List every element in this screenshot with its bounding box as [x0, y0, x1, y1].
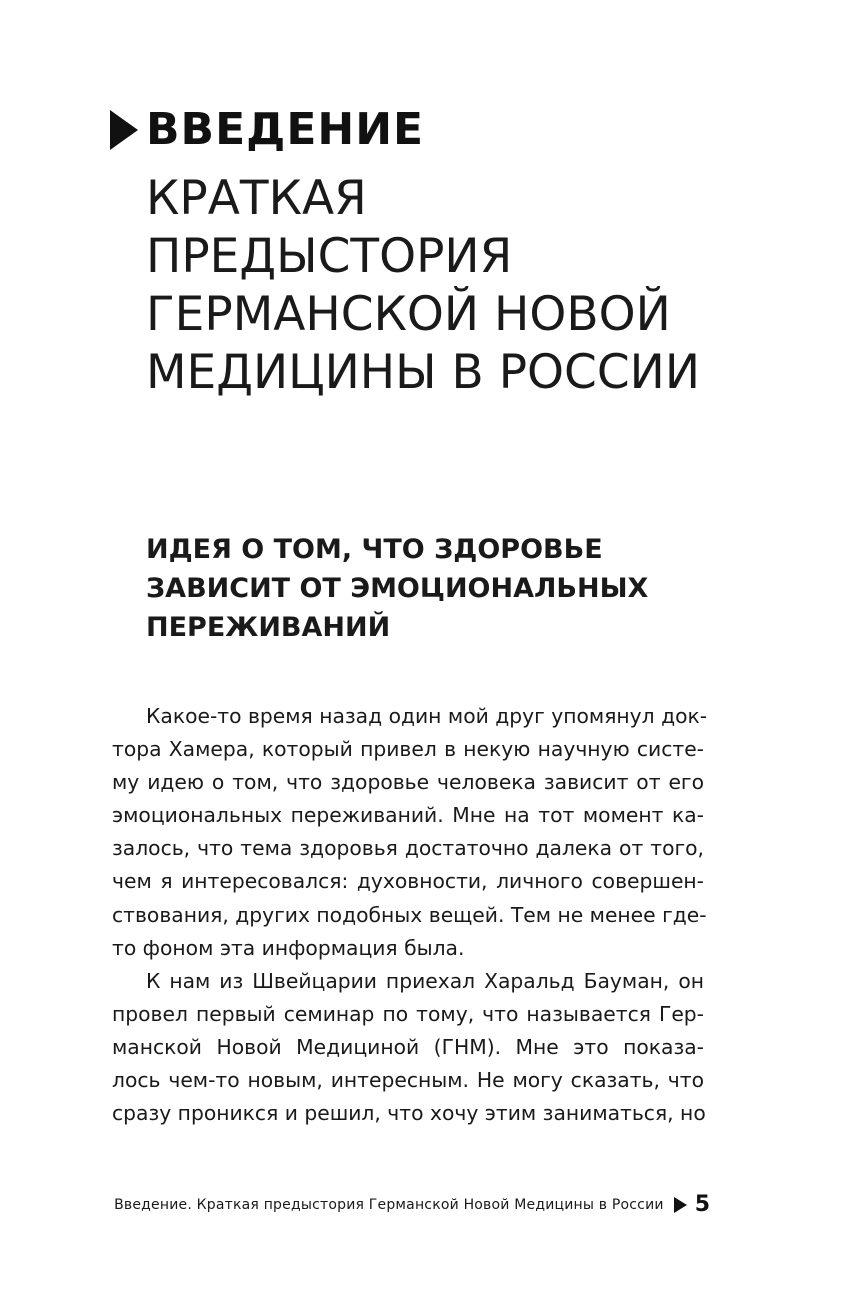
chapter-title-line: ПРЕДЫСТОРИЯ [146, 229, 513, 284]
text-line: сразу проникся и решил, что хочу этим заниматься, но [112, 1101, 706, 1126]
page-footer [114, 1192, 710, 1217]
text-line: манской Новой Медициной (ГНМ). Мне это показа- [112, 1034, 704, 1059]
text-line: то фоном эта информация была. [112, 935, 465, 960]
chapter-title-line: КРАТКАЯ [146, 171, 367, 226]
text-line: провел первый семинар по тому, что называется Гер- [112, 1001, 704, 1026]
paragraph [112, 965, 704, 1130]
section-heading-line: ЗАВИСИТ ОТ ЭМОЦИОНАЛЬНЫХ [146, 573, 649, 604]
triangle-arrow-icon [674, 1197, 687, 1213]
chapter-label [110, 104, 424, 156]
section-heading [146, 530, 746, 647]
running-title: Введение. Краткая предыстория Германской Новой Медицины в России [114, 1196, 664, 1213]
section-heading-line: ИДЕЯ О ТОМ, ЧТО ЗДОРОВЬЕ [146, 534, 603, 565]
paragraph [112, 700, 708, 965]
text-line: залось, что тема здоровья достаточно далека от того, [112, 836, 704, 861]
chapter-title-line: МЕДИЦИНЫ В РОССИИ [146, 345, 700, 400]
text-line: лось чем-то новым, интересным. Не могу сказать, что [112, 1068, 704, 1093]
text-line: К нам из Швейцарии приехал Харальд Бауман, он [146, 968, 704, 993]
triangle-arrow-icon [110, 110, 138, 150]
text-line: му идею о том, что здоровье человека зависит от его [112, 770, 704, 795]
chapter-label-text: ВВЕДЕНИЕ [146, 104, 425, 155]
text-line: Какое-то время назад один мой друг упомянул док- [146, 704, 708, 728]
chapter-title-line: ГЕРМАНСКОЙ НОВОЙ [146, 287, 671, 342]
text-line: эмоциональных переживаний. Мне на тот момент ка- [112, 803, 704, 828]
text-line: ствования, других подобных вещей. Тем не менее где- [112, 902, 707, 927]
text-line: тора Хамера, который привел в некую научную систе- [112, 737, 704, 762]
chapter-title [146, 170, 786, 402]
body-text [112, 700, 708, 1130]
page-number: 5 [694, 1192, 710, 1217]
text-line: чем я интересовался: духовности, личного совершен- [112, 869, 704, 894]
section-heading-line: ПЕРЕЖИВАНИЙ [146, 612, 391, 643]
